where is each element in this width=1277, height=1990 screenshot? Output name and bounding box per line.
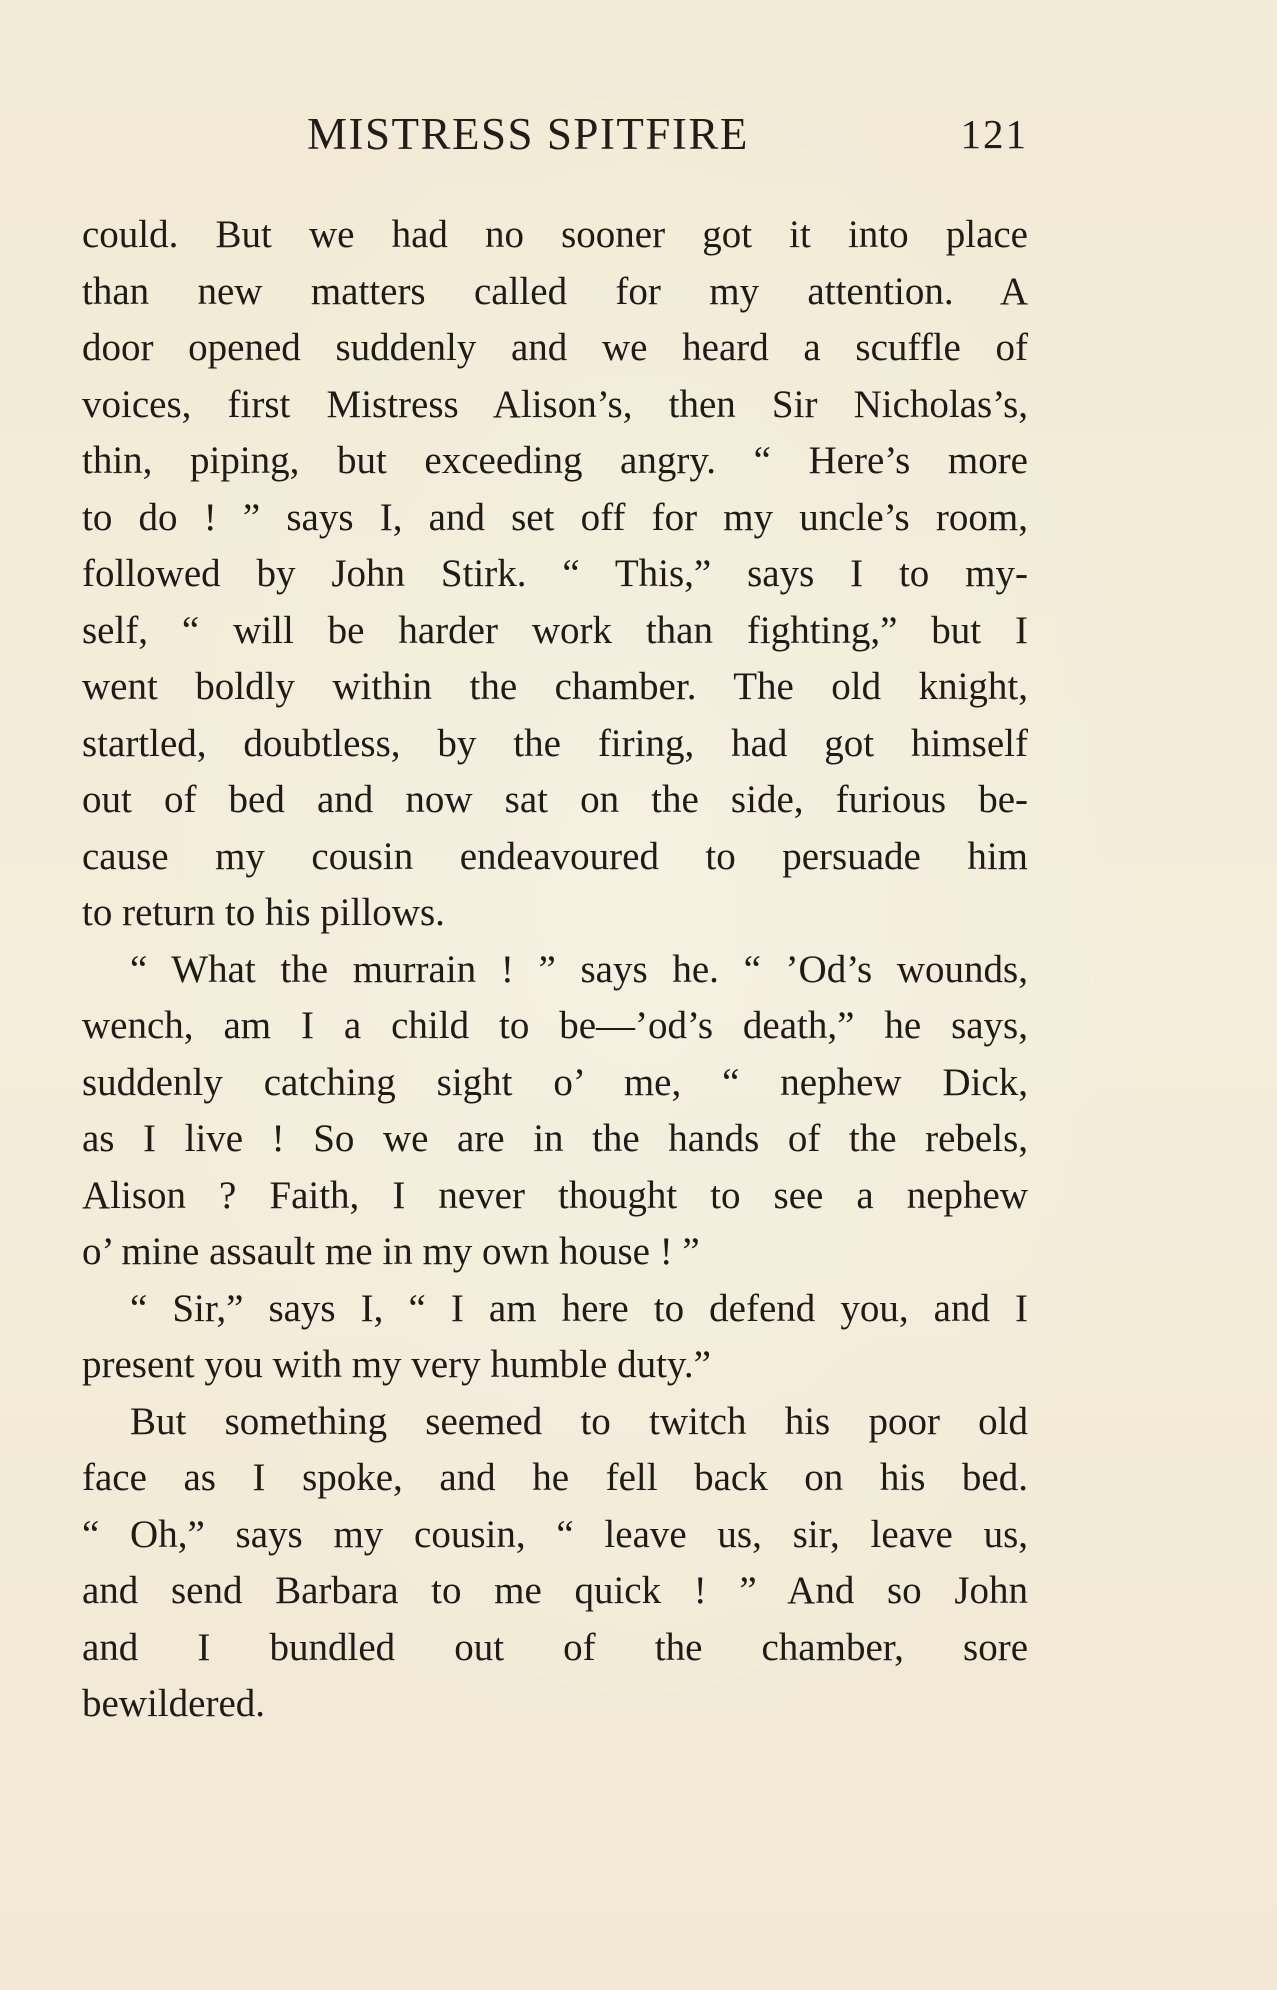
text-line: startled, doubtless, by the firing, had got himself: [82, 721, 1028, 765]
text-line: to do ! ” says I, and set off for my uncle’s room,: [82, 495, 1028, 539]
page-number: 121: [960, 111, 1028, 157]
text-line: and I bundled out of the chamber, sore: [82, 1625, 1028, 1669]
text-line: o’ mine assault me in my own house ! ”: [82, 1230, 700, 1273]
text-line: as I live ! So we are in the hands of the rebels,: [82, 1117, 1028, 1160]
text-line: to return to his pillows.: [82, 891, 445, 934]
text-line: bewildered.: [82, 1682, 266, 1725]
text-line: voices, first Mistress Alison’s, then Sir Nicholas’s,: [82, 382, 1028, 426]
text-line: “ Sir,” says I, “ I am here to defend you, and I: [130, 1286, 1028, 1330]
text-line: could. But we had no sooner got it into place: [82, 213, 1028, 256]
text-line: suddenly catching sight o’ me, “ nephew Dick,: [82, 1060, 1028, 1104]
text-line: door opened suddenly and we heard a scuffle of: [82, 326, 1028, 369]
text-line: “ Oh,” says my cousin, “ leave us, sir, leave us,: [82, 1512, 1028, 1556]
text-line: went boldly within the chamber. The old knight,: [82, 665, 1028, 708]
text-line: Alison ? Faith, I never thought to see a nephew: [82, 1173, 1028, 1217]
text-line: followed by John Stirk. “ This,” says I to my-: [82, 552, 1028, 595]
text-line: wench, am I a child to be—’od’s death,” he says,: [82, 1004, 1028, 1047]
text-line: thin, piping, but exceeding angry. “ Here’s more: [82, 439, 1028, 482]
body-text: [82, 207, 1028, 1733]
text-line: cause my cousin endeavoured to persuade him: [82, 834, 1028, 878]
text-line: present you with my very humble duty.”: [82, 1343, 711, 1386]
text-line: out of bed and now sat on the side, furious be-: [82, 778, 1028, 821]
running-title: MISTRESS SPITFIRE: [307, 109, 749, 159]
text-line: face as I spoke, and he fell back on his bed.: [82, 1456, 1028, 1499]
text-line: self, “ will be harder work than fighting,” but I: [82, 608, 1028, 652]
text-line: But something seemed to twitch his poor old: [130, 1399, 1028, 1443]
text-line: “ What the murrain ! ” says he. “ ’Od’s wounds,: [130, 947, 1028, 991]
text-line: than new matters called for my attention. A: [82, 269, 1028, 313]
text-line: and send Barbara to me quick ! ” And so John: [82, 1569, 1028, 1612]
running-header: [82, 104, 1028, 164]
